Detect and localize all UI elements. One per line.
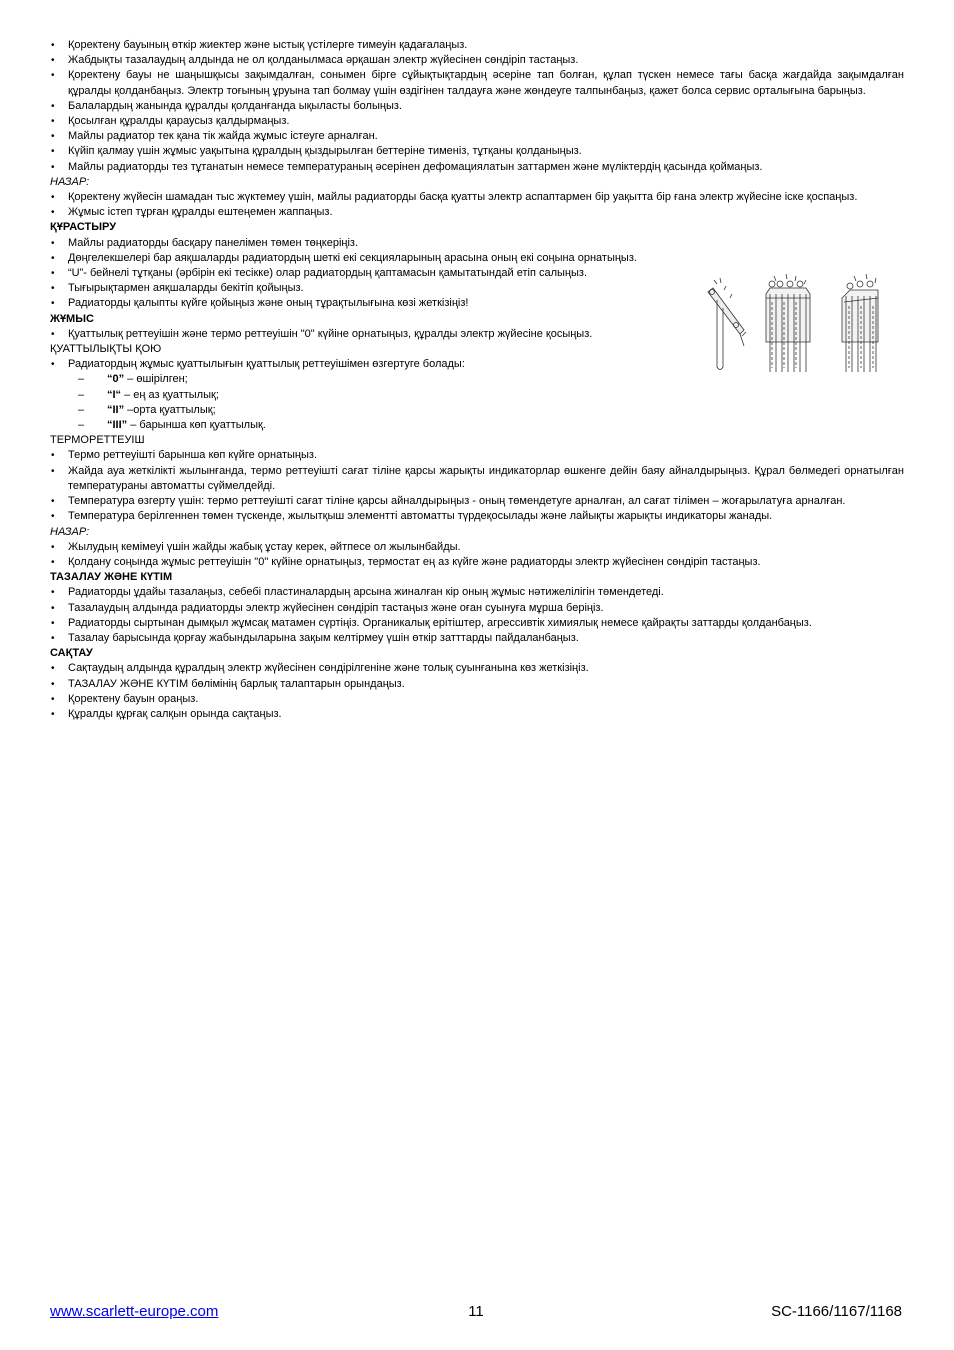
power-level-item	[50, 418, 904, 433]
list-item: • Тазалау барысында қорғау жабындыларына зақым келтірмеу үшін өткір затттарды пайдаланбаңыз.	[50, 631, 904, 646]
list-item: • Дөңгелекшелері бар аяқшаларды радиатордың шеткі екі секцияларының арасына оның екі соңына орнатыңыз.	[50, 251, 689, 266]
radiator-drawing-right	[842, 274, 878, 372]
list-item: • Жұмыс істеп тұрған құралды ештеңемен жаппаңыз.	[50, 205, 904, 220]
note-label: НАЗАР:	[50, 525, 90, 538]
list-item: • Тазалаудың алдында радиаторды электр жүйесінен сөндіріп тастаңыз және оған суынуға мұрша беріңіз.	[50, 601, 904, 616]
section-heading-storage: САҚТАУ	[50, 647, 93, 660]
list-item: • Қуаттылық реттеуішін және термо реттеуішін "0" күйіне орнатыңыз, құралды электр жүйесіне қосыңыз.	[50, 327, 904, 342]
note-label: НАЗАР:	[50, 175, 90, 188]
list-item: • Жылудың кемімеуі үшін жайды жабық ұстау керек, әйтпесе ол жылынбайды.	[50, 540, 904, 555]
section-heading-work: ЖҰМЫС	[50, 312, 94, 325]
list-item: • Тығырықтармен аяқшаларды бекітіп қойыңыз.	[50, 281, 689, 296]
list-item: • Жабдықты тазалаудың алдында не ол қолданылмаса әрқашан электр жүйесінен сөндіріп тастаңыз.	[50, 53, 904, 68]
list-item: • Температура берілгеннен төмен түскенде, жылытқыш элементті автоматты түрдеқосылады және лайықты жарықты индикаторы жанады.	[50, 509, 904, 524]
page-footer	[50, 1303, 902, 1325]
assembly-illustration	[700, 272, 880, 374]
list-item: • Балалардың жанында құралды қолданғанда ықыласты болыңыз.	[50, 99, 904, 114]
power-level-text: – барынша көп қуаттылық.	[127, 419, 266, 432]
list-item: • “U”- бейнелі тұтқаны (әрбірін екі тесікке) олар радиатордың қаптамасын қамытатындай етіп салыңыз.	[50, 266, 689, 281]
list-item: • Қосылған құралды қараусыз қалдырмаңыз.	[50, 114, 904, 129]
list-item: • ТАЗАЛАУ ЖӘНЕ КҮТІМ бөлімінің барлық талаптарын орындаңыз.	[50, 677, 904, 692]
list-item: • Күйіп қалмау үшін жұмыс уақытына құралдың қыздырылған беттеріне тименіз, тұтқаны қолданыңыз.	[50, 144, 904, 159]
list-item: • Радиатордың жұмыс қуаттылығын қуаттылық реттеуішімен өзгертуге болады:	[50, 357, 904, 372]
list-item: • Термо реттеуішті барынша көп күйге орнатыңыз.	[50, 448, 904, 463]
power-level-item	[50, 388, 904, 403]
list-item: • Қоректену жүйесін шамадан тыс жүктемеу үшін, майлы радиаторды басқа қуатты электр аспаптармен бір уақытта бір ғана электр жүйесіне іске қоспаңыз.	[50, 190, 904, 205]
radiator-drawing-left	[766, 274, 810, 372]
power-level-item	[50, 403, 904, 418]
section-heading-power: ҚУАТТЫЛЫҚТЫ ҚОЮ	[50, 343, 162, 356]
power-level-key: “I“	[107, 388, 122, 401]
list-item: • Қолдану соңында жұмыс реттеуішін "0" күйіне орнатыңыз, термостат ең аз күйге және радиаторды электр жүйесінен сөндіріп тастаңыз.	[50, 555, 904, 570]
power-level-item	[50, 372, 904, 387]
list-item: • Радиаторды қалыпты күйге қойыңыз және оның тұрақтылығына көзі жеткізіңіз!	[50, 296, 689, 311]
list-item: • Құралды құрғақ салқын орында сақтаңыз.	[50, 707, 904, 722]
list-item: • Қоректену бауы не шаңышқысы зақымдалған, сонымен бірге сұйықтықтардың әсеріне тап болған, құлап түскен немесе тағы басқа жағдайда зақымдалған құралды қолданбаңыз. Электр тоғының ұруына тап болмау үшін өздігінен талдауға және жөндеуге талпынбаңыз, қажет болса сервис орталығына барыңыз.	[50, 68, 904, 98]
list-item: • Радиаторды ұдайы тазалаңыз, себебі пластиналардың арсына жиналған кір оның жұмыс нәтижелілігін төмендетеді.	[50, 585, 904, 600]
website-link[interactable]: www.scarlett-europe.com	[50, 1303, 219, 1320]
list-item: • Сақтаудың алдында құралдың электр жүйесінен сөндірілгеніне және толық суынғанына көз жеткізіңіз.	[50, 661, 904, 676]
list-item: • Қоректену бауын ораңыз.	[50, 692, 904, 707]
list-item: • Температура өзгерту үшін: термо реттеуішті сағат тіліне қарсы айналдырыңыз - оның төмендетуге арналған, ал сағат тілімен – жоғарылатуға арналған.	[50, 494, 904, 509]
document-body	[50, 38, 904, 722]
power-level-text: – ең аз қуаттылық;	[121, 388, 219, 401]
section-heading-thermostat: ТЕРМОРЕТТЕУІШ	[50, 434, 145, 447]
power-level-key: “0”	[107, 373, 125, 386]
page-number: 11	[468, 1303, 484, 1320]
list-item: • Қоректену бауының өткір жиектер және ыстық үстілерге тимеуін қадағалаңыз.	[50, 38, 904, 53]
u-handle-drawing	[708, 278, 746, 370]
list-item: • Майлы радиатор тек қана тік жайда жұмыс істеуге арналған.	[50, 129, 904, 144]
power-level-key: “III”	[107, 419, 128, 432]
safety-list	[50, 38, 904, 175]
list-item: • Майлы радиаторды басқару панелімен төмен төңкеріңіз.	[50, 236, 689, 251]
model-number: SC-1166/1167/1168	[771, 1303, 902, 1320]
list-item: • Радиаторды сыртынан дымқыл жұмсақ матамен сүртіңіз. Органикалық ерітіштер, агрессивтік химиялық немесе қайрақты заттарды қолданбаңыз.	[50, 616, 904, 631]
power-level-key: “II”	[107, 403, 125, 416]
power-level-text: – өшірілген;	[124, 373, 188, 386]
list-item: • Жайда ауа жеткілікті жылынғанда, термо реттеуішті сағат тіліне қарсы жарықты индикаторлар өшкенге дейін баяу айналдырыңыз. Құрал бөлмедегі орнатылған температураны автоматты сүймелдейді.	[50, 464, 904, 494]
power-level-text: –орта қуаттылық;	[124, 403, 216, 416]
list-item: • Майлы радиаторды тез тұтанатын немесе температураның әсерінен дефомациялатын заттармен және мүліктердің қасында қоймаңыз.	[50, 160, 904, 175]
section-heading-assembly: ҚҰРАСТЫРУ	[50, 221, 117, 234]
section-heading-cleaning: ТАЗАЛАУ ЖӘНЕ КҮТІМ	[50, 571, 173, 584]
